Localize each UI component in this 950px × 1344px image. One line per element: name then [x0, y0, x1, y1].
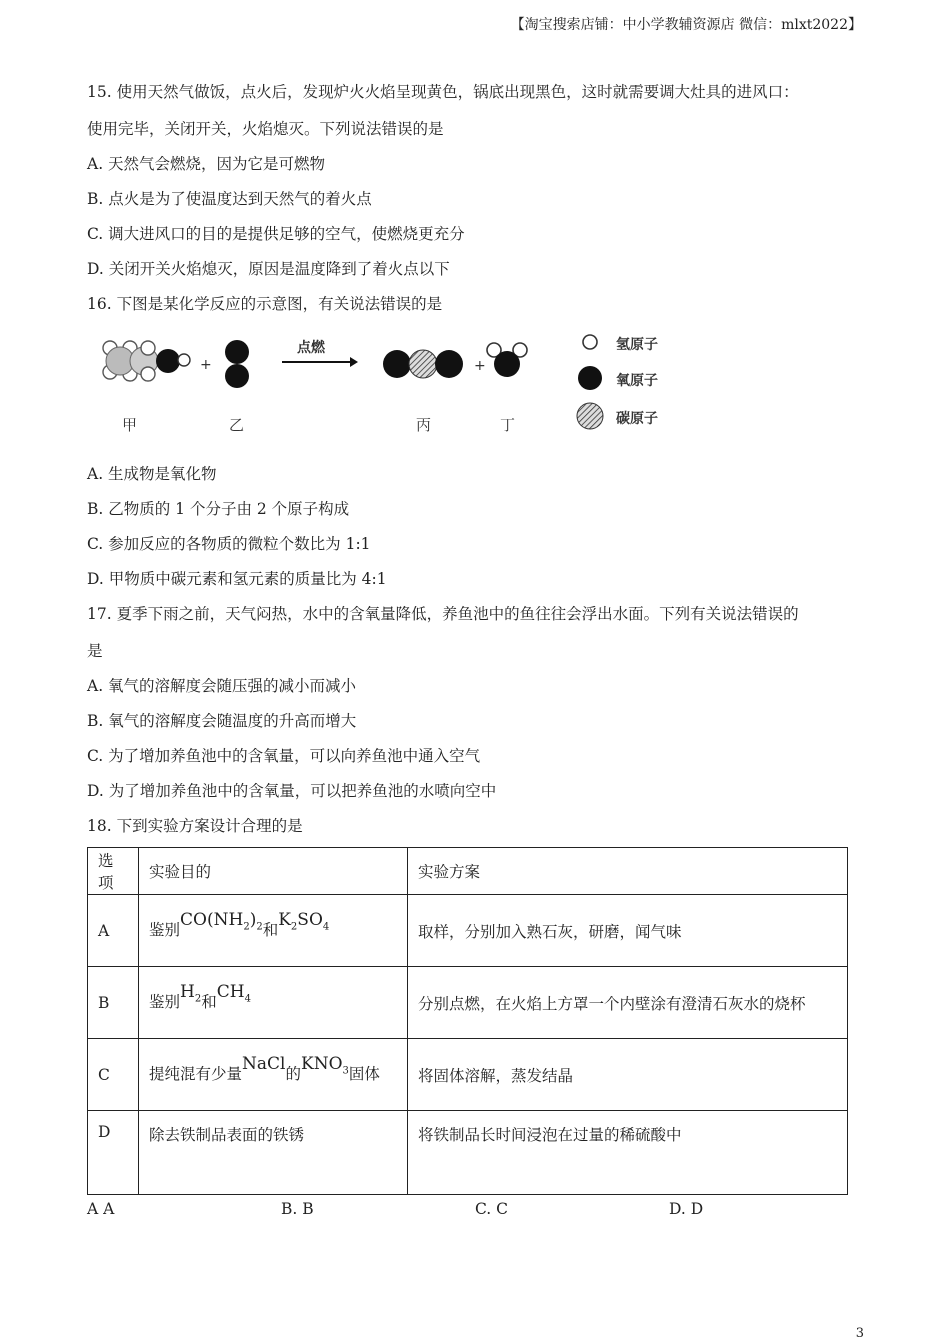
label-yi: 乙	[229, 416, 245, 434]
label-bing: 丙	[416, 416, 432, 434]
q18-choice-b: B. B	[281, 1200, 314, 1218]
q18-choice-c: C. C	[475, 1200, 509, 1218]
molecule-yi	[225, 340, 249, 388]
q15-stem-line2: 使用完毕，关闭开关，火焰熄灭。下列说法错误的是	[87, 120, 444, 138]
q17-option-d: D. 为了增加养鱼池中的含氧量，可以把养鱼池的水喷向空中	[87, 782, 497, 800]
molecule-bing	[383, 350, 463, 378]
legend-hydrogen: 氢原子	[616, 337, 658, 353]
q17-stem-line1: 17. 夏季下雨之前，天气闷热，水中的含氧量降低，养鱼池中的鱼往往会浮出水面。下列有关说法错误的	[87, 605, 799, 623]
row-plan: 将固体溶解，蒸发结晶	[408, 1039, 848, 1111]
row-plan: 取样，分别加入熟石灰，研磨，闻气味	[408, 895, 848, 967]
row-plan: 分别点燃，在火焰上方罩一个内壁涂有澄清石灰水的烧杯	[408, 967, 848, 1039]
row-option: C	[88, 1039, 139, 1111]
row-option: D	[88, 1111, 139, 1195]
q15-option-b: B. 点火是为了使温度达到天然气的着火点	[87, 190, 372, 208]
molecule-ding	[487, 343, 527, 377]
q16-option-d: D. 甲物质中碳元素和氢元素的质量比为 4:1	[87, 570, 387, 588]
molecule-jia	[103, 341, 190, 381]
header-plan: 实验方案	[408, 848, 848, 895]
table-row	[88, 967, 848, 1039]
arrow-label: 点燃	[297, 340, 325, 356]
row-plan: 将铁制品长时间浸泡在过量的稀硫酸中	[408, 1111, 848, 1195]
table-row	[88, 895, 848, 967]
experiment-table	[87, 847, 848, 1195]
header-option: 选项	[88, 848, 139, 895]
legend-oxygen: 氧原子	[616, 373, 658, 389]
reaction-arrow	[282, 357, 358, 367]
plus-sign-2: +	[474, 358, 486, 374]
header-purpose: 实验目的	[139, 848, 408, 895]
q16-option-b: B. 乙物质的 1 个分子由 2 个原子构成	[87, 500, 350, 518]
reaction-diagram	[92, 326, 682, 438]
table-row	[88, 1111, 848, 1195]
table-header-row	[88, 848, 848, 895]
q18-choice-a: A A	[87, 1200, 115, 1218]
table-row	[88, 1039, 848, 1111]
q18-choice-d: D. D	[669, 1200, 704, 1218]
label-jia: 甲	[122, 416, 138, 434]
q17-option-b: B. 氧气的溶解度会随温度的升高而增大	[87, 712, 357, 730]
row-option: B	[88, 967, 139, 1039]
q17-option-a: A. 氧气的溶解度会随压强的减小而减小	[87, 677, 357, 695]
legend-carbon: 碳原子	[616, 411, 658, 427]
page-header: 【淘宝搜索店铺：中小学教辅资源店 微信：mlxt2022】	[510, 17, 862, 33]
q16-stem: 16. 下图是某化学反应的示意图，有关说法错误的是	[87, 295, 443, 313]
label-ding: 丁	[500, 416, 516, 434]
diagram-legend	[577, 335, 658, 429]
row-purpose: 除去铁制品表面的铁锈	[139, 1111, 408, 1195]
q17-stem-line2: 是	[87, 642, 103, 660]
q15-stem-line1: 15. 使用天然气做饭，点火后，发现炉火火焰呈现黄色，锅底出现黑色，这时就需要调大灶具的进风口：	[87, 83, 799, 101]
page-number: 3	[855, 1326, 864, 1341]
q15-option-d: D. 关闭开关火焰熄灭，原因是温度降到了着火点以下	[87, 260, 450, 278]
row-purpose: 鉴别$CO(NH_2)_2$和$K_2SO_4$	[139, 895, 408, 967]
q15-option-a: A. 天然气会燃烧，因为它是可燃物	[87, 155, 326, 173]
q16-option-c: C. 参加反应的各物质的微粒个数比为 1:1	[87, 535, 371, 553]
q18-stem: 18. 下到实验方案设计合理的是	[87, 817, 303, 835]
q15-option-c: C. 调大进风口的目的是提供足够的空气，使燃烧更充分	[87, 225, 465, 243]
row-purpose: 提纯混有少量NaCl的$KNO_3$固体	[139, 1039, 408, 1111]
q17-option-c: C. 为了增加养鱼池中的含氧量，可以向养鱼池中通入空气	[87, 747, 481, 765]
row-purpose: 鉴别$H_2$和$CH_4$	[139, 967, 408, 1039]
row-option: A	[88, 895, 139, 967]
q16-option-a: A. 生成物是氧化物	[87, 465, 217, 483]
plus-sign-1: +	[200, 357, 212, 373]
